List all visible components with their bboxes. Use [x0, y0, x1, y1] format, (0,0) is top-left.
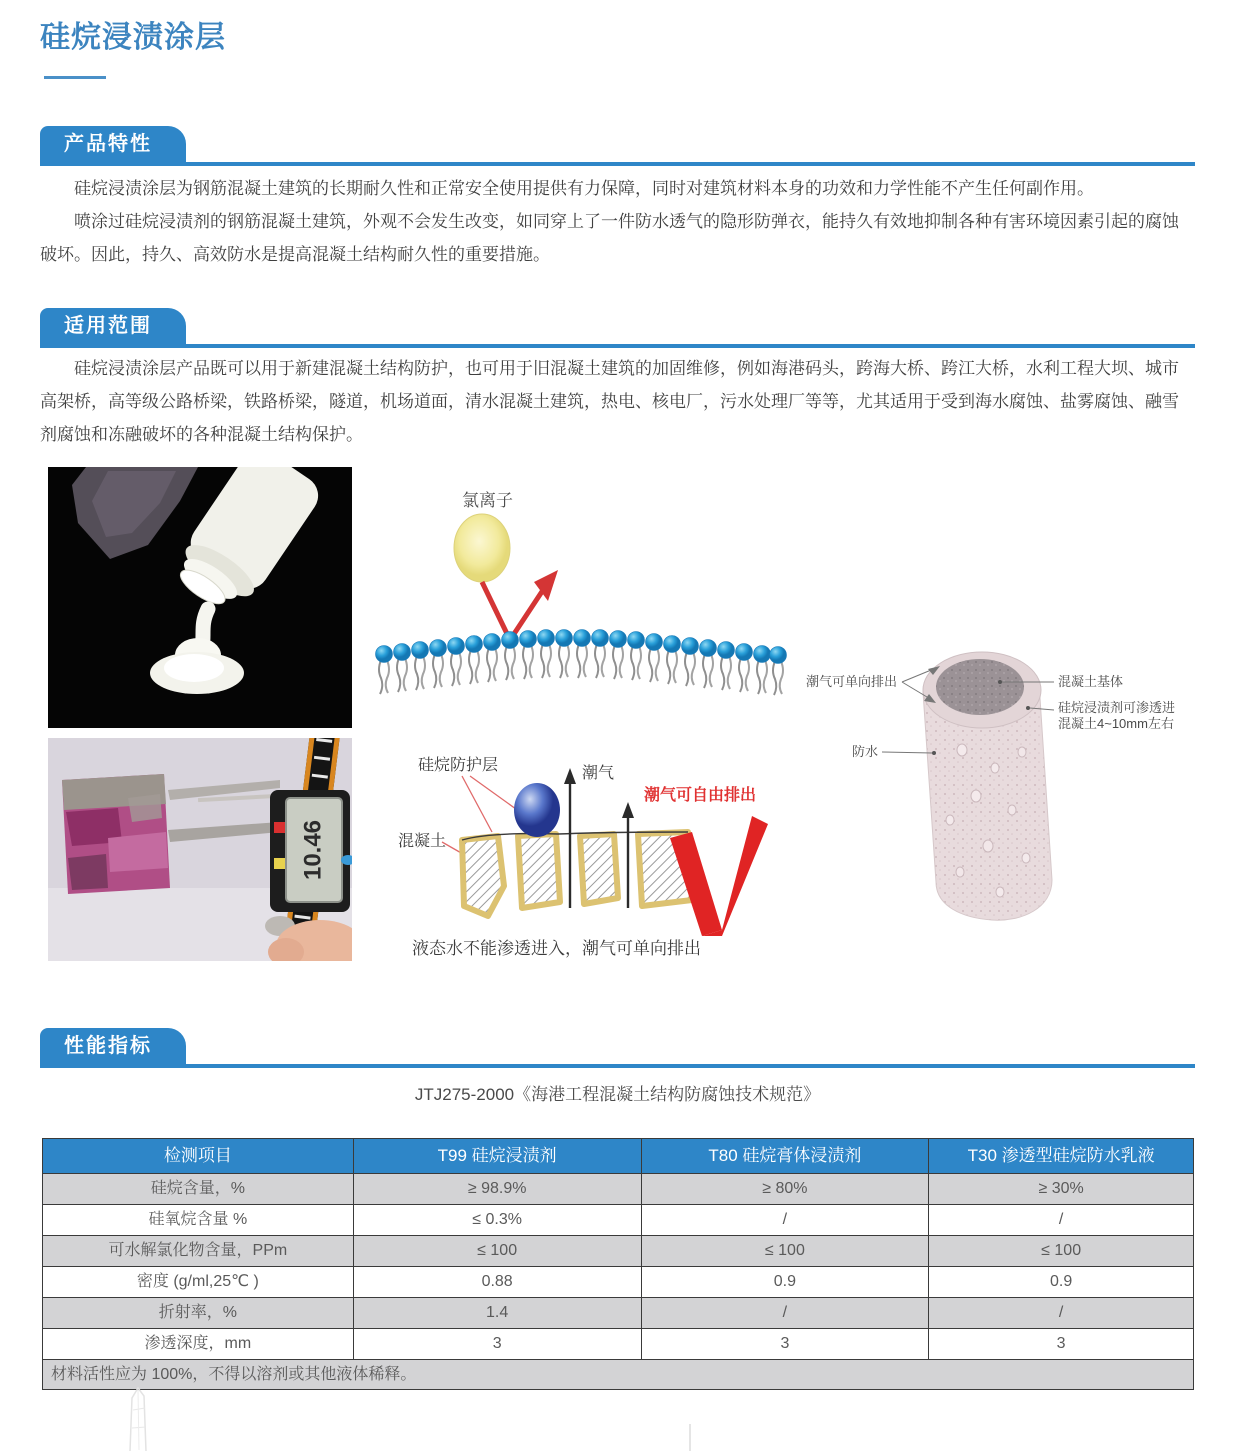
features-text [40, 172, 1192, 271]
building-sketch-watermark [100, 1384, 190, 1451]
cell-value: / [929, 1298, 1194, 1329]
cell-item: 硅烷含量，% [43, 1174, 354, 1205]
caliper-photo-illustration [48, 738, 352, 961]
features-paragraph-2: 喷涂过硅烷浸渍剂的钢筋混凝土建筑，外观不会发生改变，如同穿上了一件防水透气的隐形防弹衣，能持久有效地抑制各种有害环境因素引起的腐蚀破坏。因此，持久、高效防水是提高混凝土结构耐久性的重要措施。 [40, 212, 1179, 264]
table-row [43, 1236, 1194, 1267]
cell-value: 0.9 [929, 1267, 1194, 1298]
scope-paragraph-1: 硅烷浸渍涂层产品既可以用于新建混凝土结构防护，也可用于旧混凝土建筑的加固维修，例如海港码头，跨海大桥、跨江大桥，水利工程大坝、城市高架桥，高等级公路桥梁，铁路桥梁，隧道，机场道面，清水混凝土建筑，热电、核电厂，污水处理厂等等，尤其适用于受到海水腐蚀、盐雾腐蚀、融雪剂腐蚀和冻融破坏的各种混凝土结构保护。 [40, 359, 1179, 444]
page-title: 硅烷浸渍涂层 [40, 21, 226, 54]
cell-value: ≥ 98.9% [353, 1174, 641, 1205]
silane-pouring-illustration [48, 467, 352, 728]
spec-table-header-row [43, 1139, 1194, 1174]
cell-value: ≤ 100 [929, 1236, 1194, 1267]
figure-chloride-diagram [370, 470, 790, 722]
cell-item: 折射率，% [43, 1298, 354, 1329]
figure-caliper-photo [48, 738, 352, 961]
cell-value: 3 [353, 1329, 641, 1360]
figure-moisture-diagram [370, 740, 790, 968]
one-way-discharge-label: 潮气可单向排出 [806, 674, 898, 689]
col-header-t80: T80 硅烷膏体浸渍剂 [641, 1139, 929, 1174]
cylinder-diagram-illustration [790, 620, 1210, 955]
cell-value: 0.9 [641, 1267, 929, 1298]
cell-value: 3 [929, 1329, 1194, 1360]
section-header-scope [40, 308, 1195, 348]
concrete-matrix-label: 混凝土基体 [1058, 674, 1124, 689]
cell-value: ≤ 100 [641, 1236, 929, 1267]
section-tab-scope: 适用范围 [40, 308, 186, 344]
col-header-item: 检测项目 [43, 1139, 354, 1174]
section-header-features [40, 126, 1195, 166]
table-row [43, 1298, 1194, 1329]
features-paragraph-1: 硅烷浸渍涂层为钢筋混凝土建筑的长期耐久性和正常安全使用提供有力保障，同时对建筑材料本身的功效和力学性能不产生任何副作用。 [74, 179, 1094, 198]
chloride-ion-label: 氯离子 [462, 491, 513, 510]
cell-value: ≥ 80% [641, 1174, 929, 1205]
cell-value: ≤ 0.3% [353, 1205, 641, 1236]
moisture-diagram-illustration [370, 740, 790, 968]
section-tab-performance: 性能指标 [40, 1028, 186, 1064]
silane-layer-label: 硅烷防护层 [418, 757, 499, 774]
col-header-t99: T99 硅烷浸渍剂 [353, 1139, 641, 1174]
waterproof-label: 防水 [852, 744, 879, 759]
chloride-diagram-illustration [370, 470, 790, 722]
table-row [43, 1174, 1194, 1205]
cell-item: 可水解氯化物含量，PPm [43, 1236, 354, 1267]
cell-item: 硅氧烷含量 % [43, 1205, 354, 1236]
table-footer-note: 材料活性应为 100%，不得以溶剂或其他液体稀释。 [43, 1360, 1194, 1390]
cell-value: / [929, 1205, 1194, 1236]
cell-value: 0.88 [353, 1267, 641, 1298]
penetration-label-line2: 混凝土4~10mm左右 [1058, 716, 1174, 731]
caliper-display-value: 10.46 [299, 819, 327, 881]
spec-table-title: JTJ275-2000《海港工程混凝土结构防腐蚀技术规范》 [414, 1085, 821, 1104]
table-row [43, 1205, 1194, 1236]
figure-cylinder-diagram [790, 620, 1210, 955]
antenna-sketch-watermark [684, 1424, 696, 1451]
table-row [43, 1267, 1194, 1298]
penetration-label-line1: 硅烷浸渍剂可渗透进 [1058, 700, 1176, 715]
spec-table [42, 1138, 1194, 1390]
figure-silane-pouring-photo [48, 467, 352, 728]
cell-value: 1.4 [353, 1298, 641, 1329]
scope-text [40, 352, 1192, 451]
title-underline [44, 76, 106, 79]
cell-value: / [641, 1298, 929, 1329]
figure-area [40, 462, 1208, 967]
moisture-caption: 液态水不能渗透进入，潮气可单向排出 [412, 939, 701, 958]
cell-value: ≥ 30% [929, 1174, 1194, 1205]
col-header-t30: T30 渗透型硅烷防水乳液 [929, 1139, 1194, 1174]
cell-value: / [641, 1205, 929, 1236]
free-discharge-label: 潮气可自由排出 [644, 787, 757, 804]
cell-item: 密度 (g/ml,25℃ ) [43, 1267, 354, 1298]
cell-value: ≤ 100 [353, 1236, 641, 1267]
moisture-label: 潮气 [582, 765, 615, 782]
section-header-performance [40, 1028, 1195, 1068]
cell-item: 渗透深度，mm [43, 1329, 354, 1360]
cell-value: 3 [641, 1329, 929, 1360]
section-tab-features: 产品特性 [40, 126, 186, 162]
table-row [43, 1329, 1194, 1360]
concrete-label: 混凝土 [398, 833, 447, 850]
table-footer-row [43, 1360, 1194, 1390]
